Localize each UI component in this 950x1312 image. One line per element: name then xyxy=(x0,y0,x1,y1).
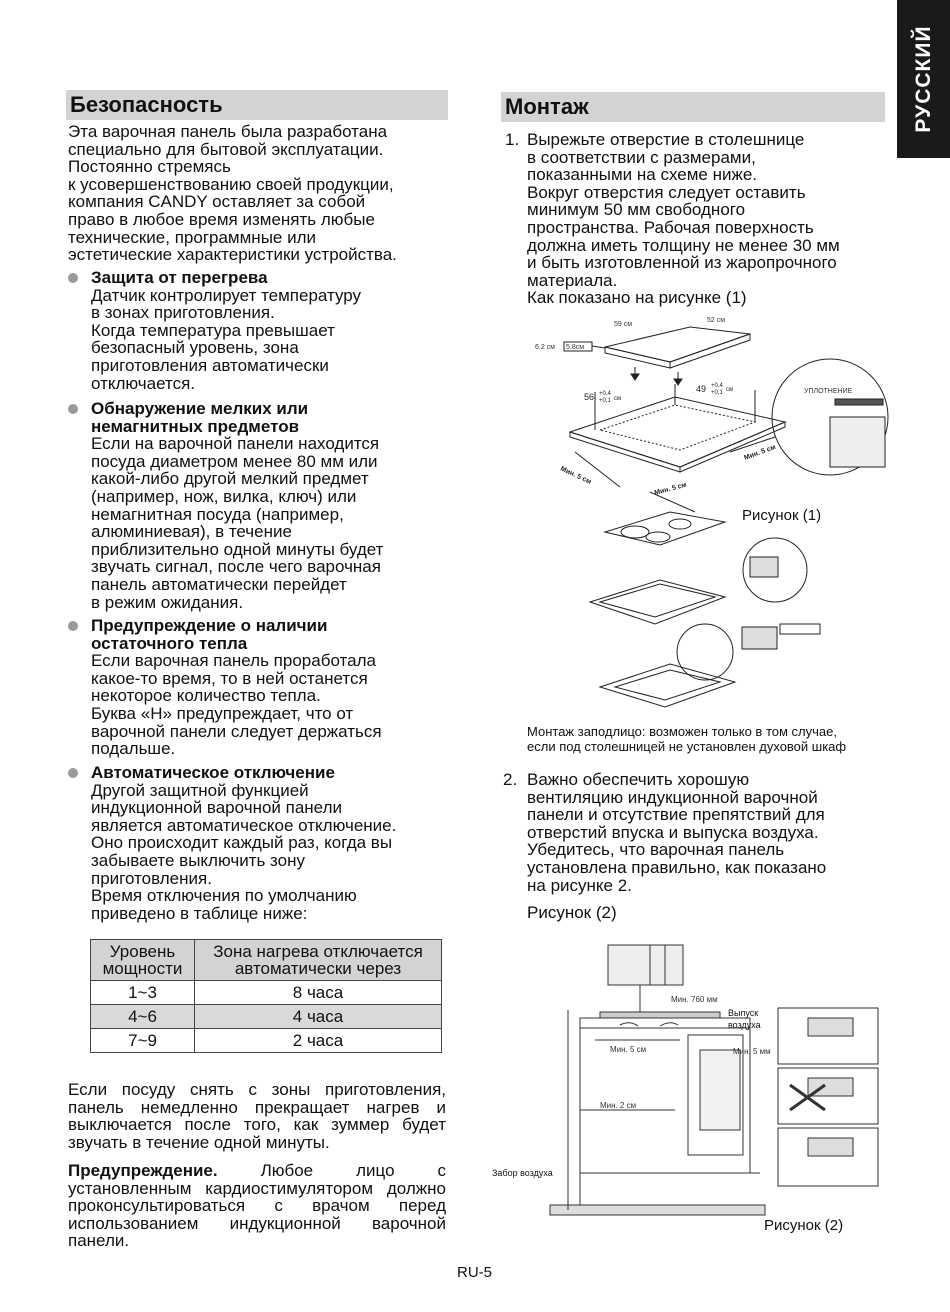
language-tab-label: РУССКИЙ xyxy=(911,25,935,133)
section-overheat xyxy=(91,269,361,392)
section-line: в зонах приготовления. xyxy=(91,303,275,323)
table-cell: 2 часа xyxy=(195,1029,442,1053)
safety-intro xyxy=(68,123,397,264)
fig1-label: Мин. 5 см xyxy=(653,481,688,497)
fig1-label: 6.2 см xyxy=(535,344,555,351)
warning-text: Любое лицо с установленным кардиостимулятором должно проконсультироваться с врачом перед использованием индукционной варочной панели. xyxy=(68,1161,446,1251)
table-cell: 4 часа xyxy=(195,1005,442,1029)
installation-heading: Монтаж xyxy=(501,92,885,122)
section-title: Предупреждение о наличии xyxy=(91,616,328,635)
warning-label: Предупреждение. xyxy=(68,1161,218,1180)
pacemaker-warning xyxy=(68,1162,446,1250)
section-title: немагнитных предметов xyxy=(91,416,300,436)
fig1-label: 52 см xyxy=(707,317,726,324)
fig1-label: см xyxy=(614,396,622,402)
fig1-label: 59 см xyxy=(614,321,633,328)
note-line: Монтаж заподлицо: возможен только в том случае, xyxy=(527,724,837,739)
section-line: алюминиевая), в течение xyxy=(91,522,292,542)
section-small-objects xyxy=(91,400,383,611)
section-line: звучать сигнал, после чего варочная xyxy=(91,557,381,577)
step-line: в соответствии с размерами, xyxy=(527,147,756,167)
step-line: панели и отсутствие препятствий для xyxy=(527,805,825,825)
fig1-label: УПЛОТНЕНИЕ xyxy=(804,388,853,395)
fig1-label: 49 xyxy=(696,384,707,394)
intro-line: эстетические характеристики устройства. xyxy=(68,245,397,265)
step-line: Как показано на рисунке (1) xyxy=(527,288,747,308)
section-line: Другой защитной функцией xyxy=(91,780,309,800)
section-line: некоторое количество тепла. xyxy=(91,686,321,706)
section-line: какой-либо другой мелкий предмет xyxy=(91,469,369,489)
step-line: Вырежьте отверстие в столешнице xyxy=(527,130,805,149)
table-row xyxy=(91,1005,442,1029)
intro-line: технические, программные или xyxy=(68,227,317,247)
step2-number: 2. xyxy=(503,770,518,789)
table-header-row xyxy=(91,940,442,981)
language-tab xyxy=(897,0,950,158)
section-line: индукционной варочной панели xyxy=(91,798,342,818)
step-line: Убедитесь, что варочная панель xyxy=(527,840,785,860)
safety-heading: Безопасность xyxy=(66,90,448,120)
section-line: приготовления. xyxy=(91,868,212,888)
fig1-label: +0,1 xyxy=(599,398,611,404)
table-row xyxy=(91,981,442,1005)
step-line: минимум 50 мм свободного xyxy=(527,200,746,220)
step-line: отверстий впуска и выпуска воздуха. xyxy=(527,822,819,842)
figure2-title: Рисунок (2) xyxy=(527,903,617,922)
bullet-icon xyxy=(68,273,78,283)
intro-line: право в любое время изменять любые xyxy=(68,209,375,229)
section-line: варочной панели следует держаться xyxy=(91,721,382,741)
intro-line: Постоянно стремясь xyxy=(68,157,231,177)
intro-line: специально для бытовой эксплуатации. xyxy=(68,139,384,159)
section-line: посуда диаметром менее 80 мм или xyxy=(91,451,378,471)
step-line: Вокруг отверстия следует оставить xyxy=(527,182,806,202)
page-number: RU-5 xyxy=(457,1264,493,1281)
section-line: приблизительно одной минуты будет xyxy=(91,539,384,559)
fig2-label: Забор воздуха xyxy=(492,1168,553,1178)
step-line: установлена правильно, как показано xyxy=(527,857,827,877)
step-line: Важно обеспечить хорошую xyxy=(527,770,750,789)
bullet-icon xyxy=(68,768,78,778)
section-line: немагнитная посуда (например, xyxy=(91,504,344,524)
section-line: забываете выключить зону xyxy=(91,850,306,870)
fig1-label: Мин. 5 см xyxy=(559,465,593,486)
section-line: приведено в таблице ниже: xyxy=(91,903,308,923)
section-line: Если на варочной панели находится xyxy=(91,434,380,454)
section-line: Оно происходит каждый раз, когда вы xyxy=(91,833,393,853)
step-line: на рисунке 2. xyxy=(527,875,632,895)
section-title: Обнаружение мелких или xyxy=(91,399,309,418)
fig1-label: +0,4 xyxy=(599,391,611,397)
section-title: Защита от перегрева xyxy=(91,268,268,287)
figure1-illustration xyxy=(530,312,890,717)
figure1-caption: Рисунок (1) xyxy=(742,507,822,524)
table-cell: 1~3 xyxy=(91,981,195,1005)
figure2-caption: Рисунок (2) xyxy=(764,1217,844,1234)
fig1-label: 5.8см xyxy=(566,344,585,351)
bullet-icon xyxy=(68,404,78,414)
table-cell: 8 часа xyxy=(195,981,442,1005)
section-residual-heat xyxy=(91,617,382,758)
section-line: Буква «H» предупреждает, что от xyxy=(91,703,354,723)
fig2-label: Мин. 760 мм xyxy=(671,995,718,1004)
fig1-label: Мин. 5 см xyxy=(743,443,777,462)
fig2-label: Мин. 5 см xyxy=(610,1045,647,1054)
table-header-cell: Уровень мощности xyxy=(91,940,195,981)
step-line: материала. xyxy=(527,270,618,290)
section-title: Автоматическое отключение xyxy=(91,763,335,782)
note-line: если под столешницей не установлен духовой шкаф xyxy=(527,739,847,754)
step-line: должна иметь толщину не менее 30 мм xyxy=(527,235,840,255)
section-line: безопасный уровень, зона xyxy=(91,338,299,358)
step1-number: 1. xyxy=(505,130,520,149)
step-line: показанными на схеме ниже. xyxy=(527,165,758,185)
section-line: Время отключения по умолчанию xyxy=(91,886,357,906)
intro-line: компания CANDY оставляет за собой xyxy=(68,192,366,212)
step-line: и быть изготовленной из жаропрочного xyxy=(527,253,837,273)
step-line: вентиляцию индукционной варочной xyxy=(527,787,818,807)
step1-text xyxy=(527,131,840,307)
section-line: в режим ожидания. xyxy=(91,592,244,612)
table-cell: 4~6 xyxy=(91,1005,195,1029)
section-line: Когда температура превышает xyxy=(91,320,335,340)
section-auto-off xyxy=(91,764,396,922)
step2-text xyxy=(527,771,826,894)
intro-line: к усовершенствованию своей продукции, xyxy=(68,174,394,194)
table-cell: 7~9 xyxy=(91,1029,195,1053)
step-line: пространства. Рабочая поверхность xyxy=(527,217,814,237)
fig2-label: Выпуск xyxy=(728,1008,759,1018)
section-line: приготовления автоматически xyxy=(91,355,329,375)
section-line: (например, нож, вилка, ключ) или xyxy=(91,486,357,506)
flush-mount-note xyxy=(527,724,846,754)
bullet-icon xyxy=(68,621,78,631)
fig2-label: Мин. 2 см xyxy=(600,1101,637,1110)
after-table-text: Если посуду снять с зоны приготовления, панель немедленно прекращает нагрев и выключается после того, как зуммер будет звучать в течение одной минуты. xyxy=(68,1080,446,1152)
section-line: панель автоматически перейдет xyxy=(91,574,347,594)
fig2-label: Мин. 5 мм xyxy=(733,1047,771,1056)
fig2-label: воздуха xyxy=(728,1020,761,1030)
figure2-illustration xyxy=(490,940,885,1230)
table-header-cell: Зона нагрева отключается автоматически через xyxy=(195,940,442,981)
section-line: является автоматическое отключение. xyxy=(91,815,397,835)
section-line: какое-то время, то в ней останется xyxy=(91,668,368,688)
fig1-label: 56 xyxy=(584,392,595,402)
fig1-label: +0,4 xyxy=(711,383,723,389)
table-row xyxy=(91,1029,442,1053)
section-line: подальше. xyxy=(91,739,176,759)
fig1-label: см xyxy=(726,387,734,393)
section-line: Датчик контролирует температуру xyxy=(91,285,362,305)
section-line: Если варочная панель проработала xyxy=(91,651,376,671)
intro-line: Эта варочная панель была разработана xyxy=(68,122,388,141)
section-line: отключается. xyxy=(91,373,196,393)
section-title: остаточного тепла xyxy=(91,633,248,653)
auto-off-table xyxy=(90,939,442,1053)
fig1-label: +0,1 xyxy=(711,390,723,396)
